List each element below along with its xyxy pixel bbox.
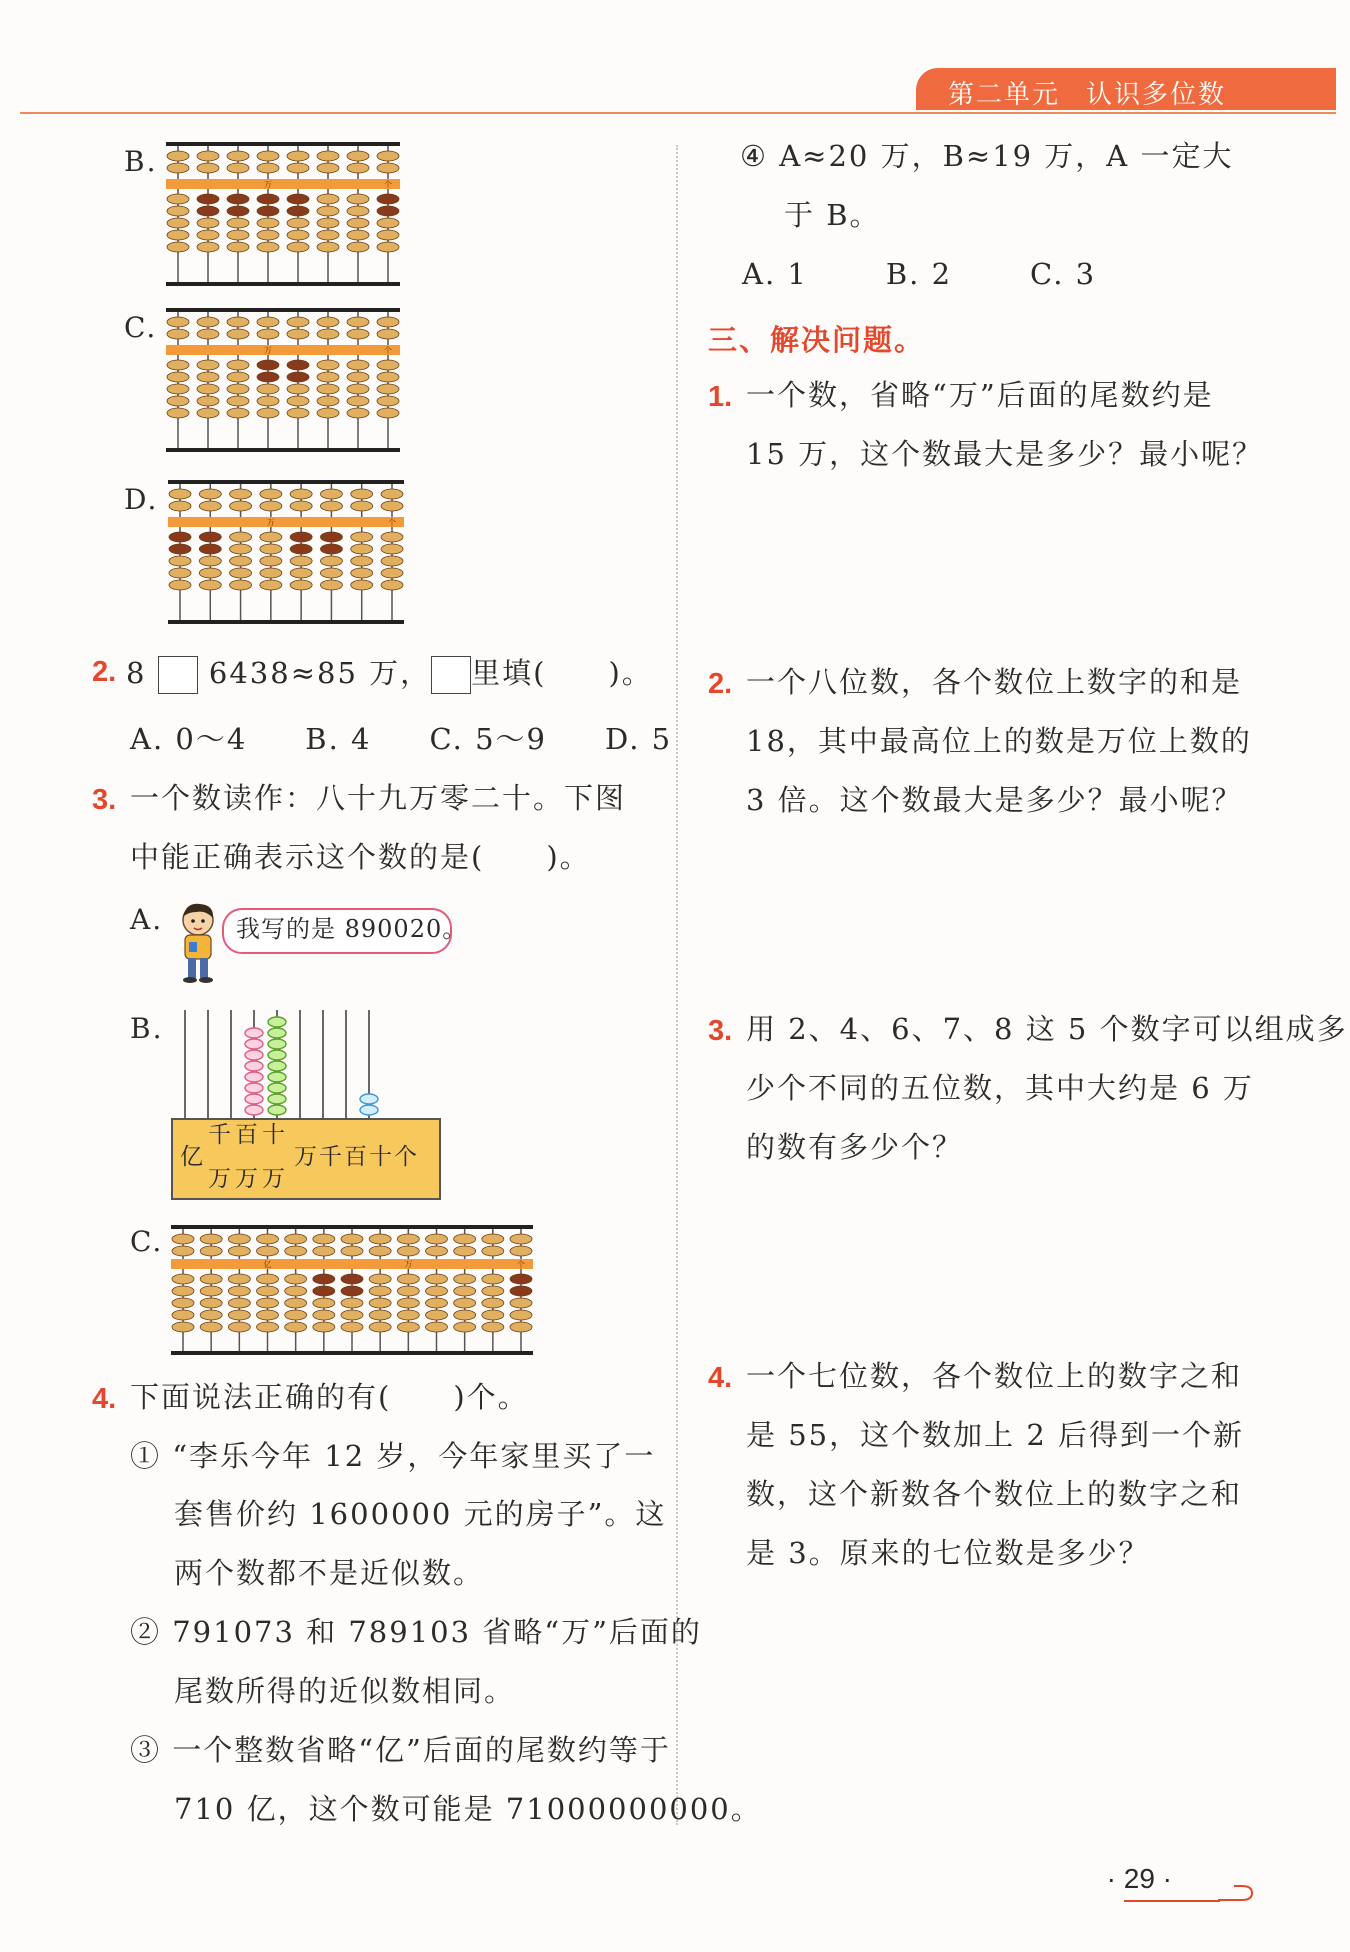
board-left-label: 亿 xyxy=(180,1144,203,1170)
bubble-text: 我写的是 890020。 xyxy=(236,915,468,943)
q3-option-a-label: A. xyxy=(130,903,164,936)
q2-number: 2. xyxy=(92,656,117,688)
abacus-option-d xyxy=(168,480,404,624)
q4-statement4-line2: 于 B。 xyxy=(784,198,881,232)
section-heading-problems: 三、解决问题。 xyxy=(708,323,926,357)
board-top-label: 千百十 xyxy=(208,1122,289,1148)
q2-options xyxy=(130,722,730,756)
p1-line1: 一个数，省略“万”后面的尾数约是 xyxy=(746,378,1214,412)
svg-text:个: 个 xyxy=(517,1260,525,1269)
q1-option-d-label: D. xyxy=(124,483,159,516)
board-bottom-label: 万万万 xyxy=(208,1166,289,1192)
q2-mid: 6438≈85 万， xyxy=(208,656,432,690)
svg-text:万: 万 xyxy=(266,518,275,527)
p3-number: 3. xyxy=(708,1015,733,1047)
q2-option-b[interactable]: B. 4 xyxy=(305,722,372,756)
q1-option-b-label: B. xyxy=(124,145,158,178)
q4-statement4-line1: ④ A≈20 万，B≈19 万，A 一定大 xyxy=(740,139,1234,173)
q2-option-d[interactable]: D. 5 xyxy=(604,722,673,756)
svg-text:个: 个 xyxy=(384,180,392,189)
p3-line1: 用 2、4、6、7、8 这 5 个数字可以组成多 xyxy=(746,1012,1348,1046)
p2-line1: 一个八位数，各个数位上数字的和是 xyxy=(746,665,1243,699)
svg-text:个: 个 xyxy=(388,518,396,527)
q2-prefix: 8 xyxy=(126,656,147,690)
p4-number: 4. xyxy=(708,1362,733,1394)
q4-number: 4. xyxy=(92,1383,117,1415)
unit-header xyxy=(948,74,1226,111)
q2-blank-box[interactable] xyxy=(158,656,198,694)
p4-line4: 是 3。原来的七位数是多少？ xyxy=(746,1536,1150,1570)
q4-options xyxy=(742,257,1154,291)
board-right-label: 万千百十个 xyxy=(294,1144,419,1170)
svg-text:个: 个 xyxy=(384,346,392,355)
q3-line2: 中能正确表示这个数的是( )。 xyxy=(130,840,591,874)
svg-text:亿: 亿 xyxy=(263,1260,272,1269)
p2-line3: 3 倍。这个数最大是多少？最小呢？ xyxy=(746,783,1243,817)
q4-option-a[interactable]: A. 1 xyxy=(742,257,808,291)
p4-line3: 数，这个新数各个数位上的数字之和 xyxy=(746,1477,1243,1511)
boy-icon xyxy=(172,902,222,984)
q2-blank-box-ref xyxy=(431,656,471,694)
p2-line2: 18，其中最高位上的数是万位上数的 xyxy=(746,724,1252,758)
q2-suffix: 里填( )。 xyxy=(471,656,653,690)
svg-text:万: 万 xyxy=(404,1260,413,1269)
q2-option-a[interactable]: A. 0～4 xyxy=(130,722,248,756)
q3-option-c-label: C. xyxy=(130,1225,164,1258)
svg-text:万: 万 xyxy=(264,346,272,355)
q4-option-c[interactable]: C. 3 xyxy=(1030,257,1097,291)
column-divider xyxy=(676,145,678,1825)
abacus-option-c-13rod xyxy=(171,1225,533,1355)
p1-number: 1. xyxy=(708,381,733,413)
q2-stem xyxy=(126,656,653,694)
abacus-option-c xyxy=(166,308,400,452)
p1-line2: 15 万，这个数最大是多少？最小呢？ xyxy=(746,437,1264,471)
q4-statement3-line1: ③ 一个整数省略“亿”后面的尾数约等于 xyxy=(130,1733,671,1767)
page-number-underline xyxy=(1124,1900,1220,1902)
q4-statement1-line2: 套售价约 1600000 元的房子”。这 xyxy=(174,1497,667,1531)
q3-number: 3. xyxy=(92,784,117,816)
q4-statement1-line1: ① “李乐今年 12 岁，今年家里买了一 xyxy=(130,1439,656,1473)
svg-text:万: 万 xyxy=(264,180,272,189)
q4-option-b[interactable]: B. 2 xyxy=(885,257,953,291)
q4-stem: 下面说法正确的有( )个。 xyxy=(130,1380,529,1414)
unit-label: 第二单元 xyxy=(948,80,1061,110)
q4-statement2-line1: ② 791073 和 789103 省略“万”后面的 xyxy=(130,1615,702,1649)
p2-number: 2. xyxy=(708,668,733,700)
unit-title: 认识多位数 xyxy=(1086,80,1227,110)
p3-line2: 少个不同的五位数，其中大约是 6 万 xyxy=(746,1071,1254,1105)
p3-line3: 的数有多少个？ xyxy=(746,1130,964,1164)
q4-statement2-line2: 尾数所得的近似数相同。 xyxy=(174,1674,516,1708)
q3-line1: 一个数读作：八十九万零二十。下图 xyxy=(130,781,627,815)
q2-option-c[interactable]: C. 5～9 xyxy=(429,722,547,756)
p4-line1: 一个七位数，各个数位上的数字之和 xyxy=(746,1359,1243,1393)
q3-option-b-label: B. xyxy=(130,1012,164,1045)
counting-frame-rods xyxy=(171,1010,441,1120)
q4-statement3-line2: 710 亿，这个数可能是 71000000000。 xyxy=(174,1792,762,1826)
p4-line2: 是 55，这个数加上 2 后得到一个新 xyxy=(746,1418,1245,1452)
header-rule xyxy=(20,112,1336,114)
page-number: · 29 · xyxy=(1106,1863,1172,1894)
q4-statement1-line3: 两个数都不是近似数。 xyxy=(174,1556,485,1590)
page-swirl-icon xyxy=(1218,1884,1254,1904)
q1-option-c-label: C. xyxy=(124,311,158,344)
abacus-option-b xyxy=(166,142,400,286)
